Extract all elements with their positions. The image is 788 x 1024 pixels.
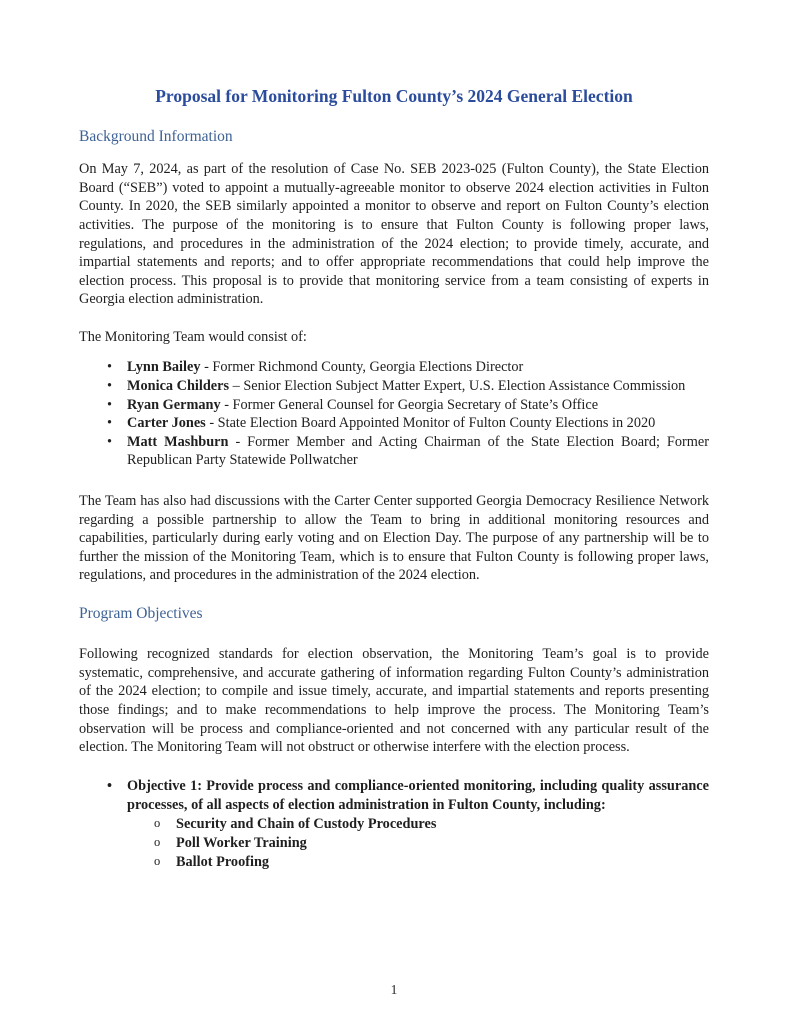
team-member-item	[105, 377, 709, 396]
objective-list	[105, 777, 709, 872]
team-member-name: Ryan Germany	[127, 396, 221, 413]
team-intro-line: The Monitoring Team would consist of:	[79, 328, 307, 345]
team-member-item	[105, 433, 709, 470]
team-member-desc: – Senior Election Subject Matter Expert, U.S. Election Assistance Commission	[229, 378, 686, 395]
objective-1-sub-item: o Poll Worker Training	[152, 834, 709, 853]
team-member-desc: - Former Richmond County, Georgia Elections Director	[200, 359, 524, 376]
objective-1-sub-item: o Ballot Proofing	[152, 853, 709, 872]
objective-1-label: Objective 1: Provide process and compliance-oriented monitoring, including quality assurance processes, of all aspects of election administration in Fulton County, including:	[127, 777, 709, 813]
document-title: Proposal for Monitoring Fulton County’s 2024 General Election	[155, 86, 633, 106]
objectives-paragraph-1: Following recognized standards for election observation, the Monitoring Team’s goal is to provide systematic, comprehensive, and accurate gathering of information regarding Fulton County’s administration of the 2024 election; to compile and issue timely, accurate, and impartial statements and reports presenting those findings; and to make recommendations to help improve the process. The Monitoring Team’s observation will be process and compliance-oriented and not concerned with any particular result of the election. The Monitoring Team will not obstruct or otherwise interfere with the election process.	[79, 646, 709, 756]
team-member-item	[105, 358, 709, 377]
team-member-name: Lynn Bailey	[127, 359, 201, 376]
background-paragraph-2: The Team has also had discussions with the Carter Center supported Georgia Democracy Resilience Network regarding a possible partnership to allow the Team to bring in additional monitoring resources and capabilities, particularly during early voting and on Election Day. The purpose of any partnership will be to further the mission of the Monitoring Team, which is to ensure that Fulton County is following proper laws, regulations, and procedures in the administration of the 2024 election.	[79, 492, 709, 584]
objective-1-sub-list	[152, 815, 709, 872]
section-heading-objectives: Program Objectives	[79, 604, 203, 622]
team-member-desc: - Former Member and Acting Chairman of the State Election Board; Former Republican Party Statewide Pollwatcher	[127, 433, 709, 469]
background-paragraph-1: On May 7, 2024, as part of the resolution of Case No. SEB 2023-025 (Fulton County), the State Election Board (“SEB”) voted to appoint a mutually-agreeable monitor to observe 2024 election activities in Fulton County. In 2020, the SEB similarly appointed a monitor to observe and report on Fulton County’s election activities. The purpose of the monitoring is to ensure that Fulton County is following proper laws, regulations, and procedures in the administration of the 2024 election; to provide timely, accurate, and impartial statements and reports; and to offer appropriate recommendations that could help improve the election process. This proposal is to provide that monitoring service from a team consisting of experts in Georgia election administration.	[79, 161, 709, 308]
objective-1-item	[105, 777, 709, 872]
section-heading-background: Background Information	[79, 127, 233, 145]
team-list	[105, 358, 709, 469]
team-member-item	[105, 396, 709, 415]
team-member-desc: - Former General Counsel for Georgia Secretary of State’s Office	[220, 396, 599, 413]
team-member-name: Monica Childers	[127, 378, 230, 395]
page-number: 1	[390, 982, 398, 997]
team-member-name: Matt Mashburn	[127, 433, 229, 450]
team-member-item	[105, 414, 709, 433]
objective-1-sub-item: o Security and Chain of Custody Procedures	[152, 815, 709, 834]
team-member-desc: - State Election Board Appointed Monitor of Fulton County Elections in 2020	[205, 415, 656, 432]
document-content	[79, 0, 709, 872]
team-member-name: Carter Jones	[127, 415, 206, 432]
